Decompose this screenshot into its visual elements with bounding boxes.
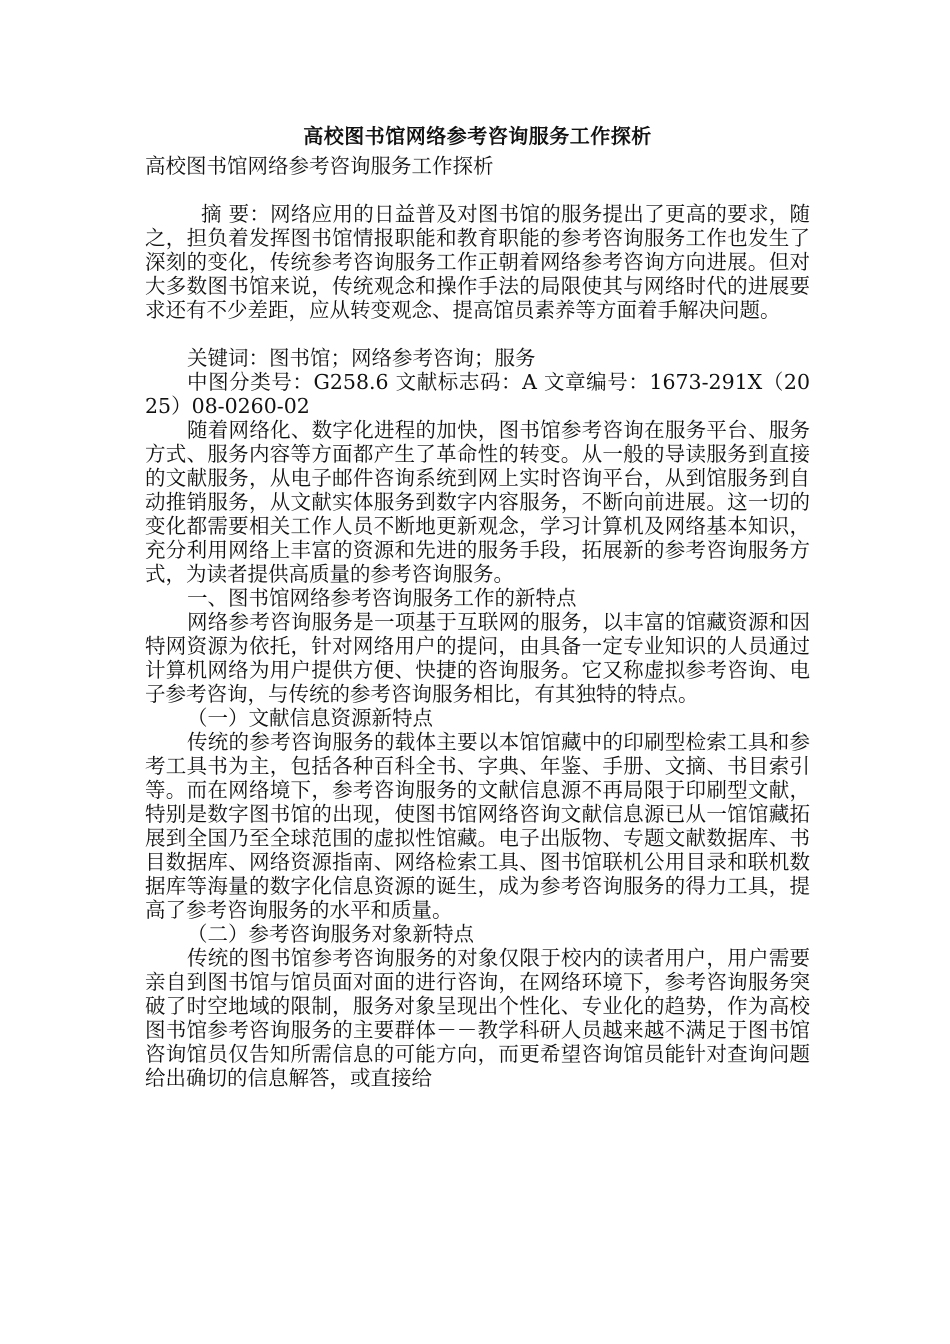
subsection-2-paragraph: 传统的图书馆参考咨询服务的对象仅限于校内的读者用户，用户需要亲自到图书馆与馆员面对面的进行咨询，在网络环境下，参考咨询服务突破了时空地域的限制，服务对象呈现出个性化、专业化的趋势，作为高校图书馆参考咨询服务的主要群体－－教学科研人员越来越不满足于图书馆咨询馆员仅告知所需信息的可能方向，而更希望咨询馆员能针对查询问题给出确切的信息解答，或直接给 — [145, 946, 810, 1090]
document-page — [145, 118, 810, 1090]
document-title: 高校图书馆网络参考咨询服务工作探析 — [303, 124, 652, 148]
section-1-paragraph: 网络参考咨询服务是一项基于互联网的服务，以丰富的馆藏资源和因特网资源为依托，针对网络用户的提问，由具备一定专业知识的人员通过计算机网络为用户提供方便、快捷的咨询服务。它又称虚拟参考咨询、电子参考咨询，与传统的参考咨询服务相比，有其独特的特点。 — [145, 610, 810, 706]
intro-paragraph: 随着网络化、数字化进程的加快，图书馆参考咨询在服务平台、服务方式、服务内容等方面都产生了革命性的转变。从一般的导读服务到直接的文献服务，从电子邮件咨询系统到网上实时咨询平台，从到馆服务到自动推销服务，从文献实体服务到数字内容服务，不断向前进展。这一切的变化都需要相关工作人员不断地更新观念，学习计算机及网络基本知识，充分利用网络上丰富的资源和先进的服务手段，拓展新的参考咨询服务方式，为读者提供高质量的参考咨询服务。 — [145, 418, 810, 586]
section-heading-1: 一、图书馆网络参考咨询服务工作的新特点 — [187, 586, 577, 610]
abstract-paragraph: 摘 要：网络应用的日益普及对图书馆的服务提出了更高的要求，随之，担负着发挥图书馆情报职能和教育职能的参考咨询服务工作也发生了深刻的变化，传统参考咨询服务工作正朝着网络参考咨询方向进展。但对大多数图书馆来说，传统观念和操作手法的局限使其与网络时代的进展要求还有不少差距，应从转变观念、提高馆员素养等方面着手解决问题。 — [145, 202, 810, 322]
classification-line: 中图分类号：G258.6 文献标志码：A 文章编号：1673-291X（2025）08-0260-02 — [145, 370, 810, 418]
subsection-heading-2: （二）参考咨询服务对象新特点 — [187, 922, 474, 946]
document-subtitle: 高校图书馆网络参考咨询服务工作探析 — [145, 154, 494, 178]
subsection-1-paragraph: 传统的参考咨询服务的载体主要以本馆馆藏中的印刷型检索工具和参考工具书为主，包括各种百科全书、字典、年鉴、手册、文摘、书目索引等。而在网络境下，参考咨询服务的文献信息源不再局限于印刷型文献，特别是数字图书馆的出现，使图书馆网络咨询文献信息源已从一馆馆藏拓展到全国乃至全球范围的虚拟性馆藏。电子出版物、专题文献数据库、书目数据库、网络资源指南、网络检索工具、图书馆联机公用目录和联机数据库等海量的数字化信息资源的诞生，成为参考咨询服务的得力工具，提高了参考咨询服务的水平和质量。 — [145, 730, 810, 922]
keywords-line: 关键词：图书馆；网络参考咨询；服务 — [187, 346, 536, 370]
subsection-heading-1: （一）文献信息资源新特点 — [187, 706, 433, 730]
